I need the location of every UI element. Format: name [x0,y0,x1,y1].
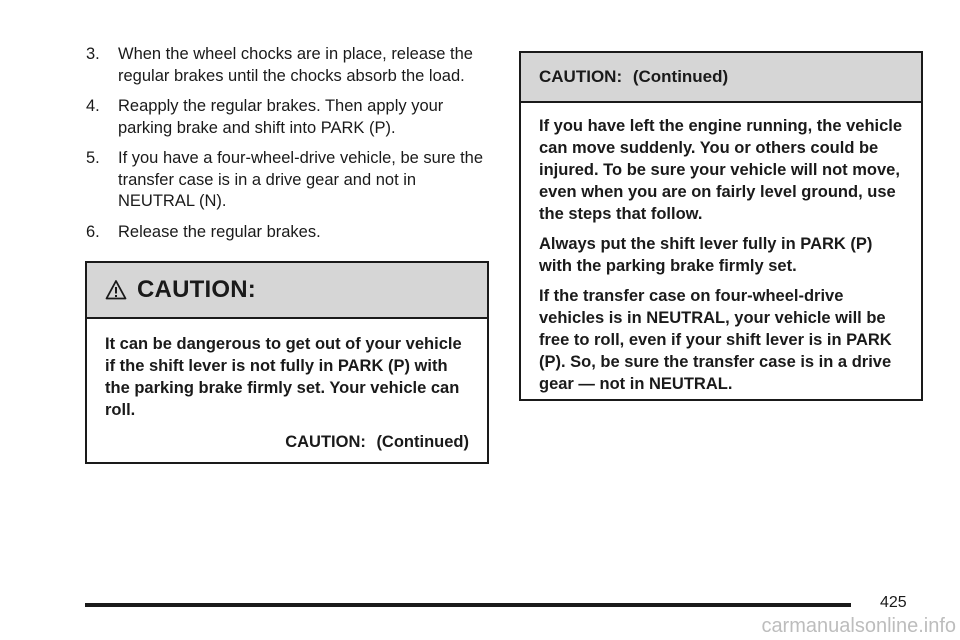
caution-paragraph: Always put the shift lever fully in PARK (P) with the parking brake firmly set. [539,235,873,275]
caution-paragraph: If the transfer case on four-wheel-drive vehicles is in NEUTRAL, your vehicle will be free to roll, even if your shift lever is in PARK (P). So, be sure the transfer case is in a drive gear — not in NEUTRAL. [539,287,892,393]
caution-continued-box [519,51,923,401]
footer-rule [85,603,851,607]
watermark: carmanualsonline.info [761,615,956,637]
step-number: 6. [86,222,100,241]
step-item [86,148,496,213]
step-item [86,222,496,244]
step-text: Release the regular brakes. [118,222,321,241]
caution-title: CAUTION: (Continued) [539,67,729,86]
caution-header [87,263,487,319]
caution-box [85,261,489,464]
step-item [86,44,496,87]
caution-continued-label: CAUTION: (Continued) [285,433,469,451]
caution-title: CAUTION: [137,276,256,303]
page-number: 425 [880,594,907,611]
step-number: 5. [86,149,100,167]
instruction-steps [86,44,496,252]
caution-body [521,103,921,395]
caution-paragraph: If you have left the engine running, the vehicle can move suddenly. You or others could be injured. To be sure your vehicle will not move, even when you are on fairly level ground, use the steps that follow. [539,117,903,223]
step-item [86,96,496,139]
step-text: If you have a four-wheel-drive vehicle, be sure the transfer case is in a drive gear and not in NEUTRAL (N). [118,149,484,210]
caution-header [521,53,921,103]
warning-icon [105,279,127,301]
step-number: 3. [86,45,100,63]
step-number: 4. [86,97,100,115]
caution-body [87,319,487,452]
step-text: When the wheel chocks are in place, release the regular brakes until the chocks absorb the load. [118,45,473,85]
step-text: Reapply the regular brakes. Then apply your parking brake and shift into PARK (P). [118,97,444,137]
caution-text: It can be dangerous to get out of your vehicle if the shift lever is not fully in PARK (P) with the parking brake firmly set. Your vehicle can roll. [105,335,462,419]
